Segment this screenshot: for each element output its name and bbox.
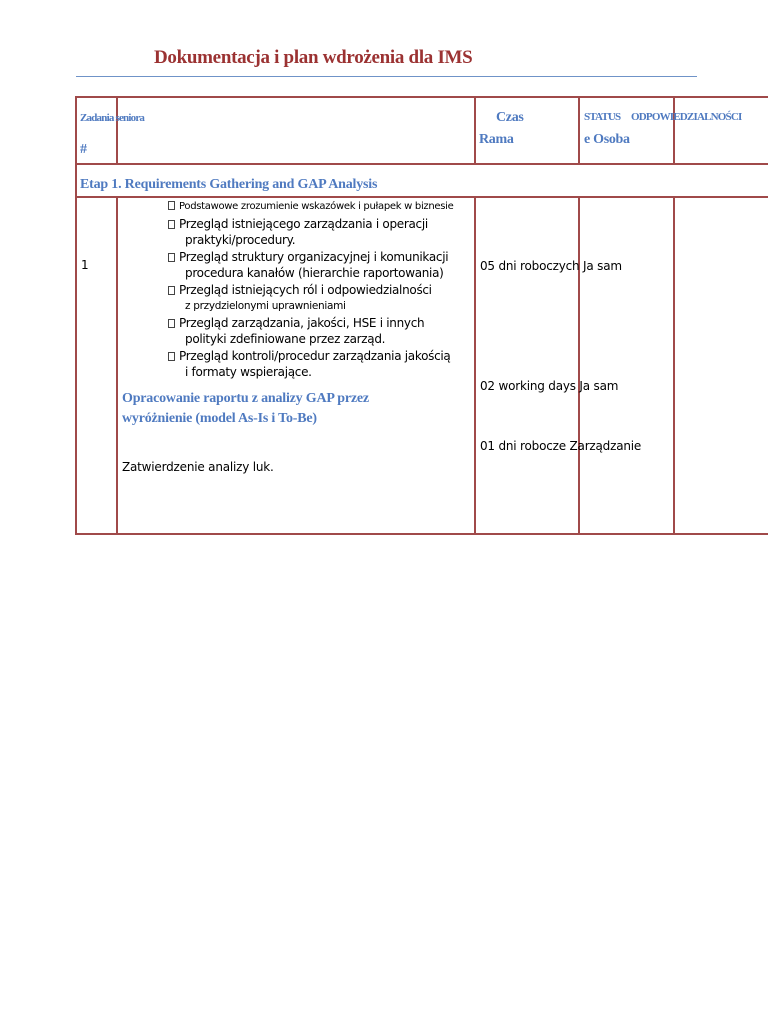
row-number: 1 xyxy=(81,258,89,272)
table-border-left xyxy=(75,96,77,535)
checkbox-placeholder-icon xyxy=(168,352,175,361)
col-divider-tasks xyxy=(474,96,476,164)
col-divider-time xyxy=(578,96,580,164)
time-frame-3: 01 dni robocze Zarządzanie xyxy=(480,439,642,453)
document-title: Dokumentacja i plan wdrożenia dla IMS xyxy=(154,47,473,68)
list-item: Podstawowe zrozumienie wskazówek i pułapek w biznesie xyxy=(168,199,454,216)
task-bullet-list xyxy=(168,199,454,381)
implementation-table xyxy=(75,96,768,535)
row-divider-tasks xyxy=(474,196,476,535)
title-underline xyxy=(76,76,697,77)
checkbox-placeholder-icon xyxy=(168,253,175,262)
checkbox-placeholder-icon xyxy=(168,220,175,229)
table-border-top xyxy=(75,96,768,98)
checkbox-placeholder-icon xyxy=(168,286,175,295)
list-item: Przegląd struktury organizacyjnej i komunikacji procedura kanałów (hierarchie raportowania) xyxy=(168,249,454,282)
stage-bottom-border xyxy=(75,196,768,198)
list-item: Przegląd istniejących ról i odpowiedzialności z przydzielonymi uprawnieniami xyxy=(168,282,454,315)
time-frame-2: 02 working days Ja sam xyxy=(480,379,619,393)
list-item: Przegląd kontroli/procedur zarządzania jakością i formaty wspierające. xyxy=(168,348,454,381)
header-time-line2: Rama xyxy=(479,132,514,147)
header-status: STATUS xyxy=(584,111,621,123)
header-bottom-border xyxy=(75,163,768,165)
header-number: # xyxy=(80,142,87,157)
header-owner-line1: ODPOWIEDZIALNOŚCI xyxy=(631,111,742,123)
checkbox-placeholder-icon xyxy=(168,319,175,328)
table-border-bottom xyxy=(75,533,768,535)
row-divider-status xyxy=(673,196,675,535)
row-divider-time xyxy=(578,196,580,535)
list-item: Przegląd istniejącego zarządzania i operacji praktyki/procedury. xyxy=(168,216,454,249)
stage-title: Etap 1. Requirements Gathering and GAP Analysis xyxy=(80,177,378,192)
row-divider-number xyxy=(116,196,118,535)
col-divider-number xyxy=(116,96,118,164)
header-time-line1: Czas xyxy=(496,110,524,125)
col-divider-status xyxy=(673,96,675,164)
time-frame-1: 05 dni roboczych Ja sam xyxy=(480,259,622,273)
checkbox-placeholder-icon xyxy=(168,201,175,210)
header-owner-line2: e Osoba xyxy=(584,132,630,147)
gap-approval-task: Zatwierdzenie analizy luk. xyxy=(122,460,274,474)
list-item: Przegląd zarządzania, jakości, HSE i innych polityki zdefiniowane przez zarząd. xyxy=(168,315,454,348)
gap-report-heading: Opracowanie raportu z analizy GAP przez wyróżnienie (model As-Is i To-Be) xyxy=(122,391,369,426)
header-tasks: Zadania seniora xyxy=(80,112,145,124)
